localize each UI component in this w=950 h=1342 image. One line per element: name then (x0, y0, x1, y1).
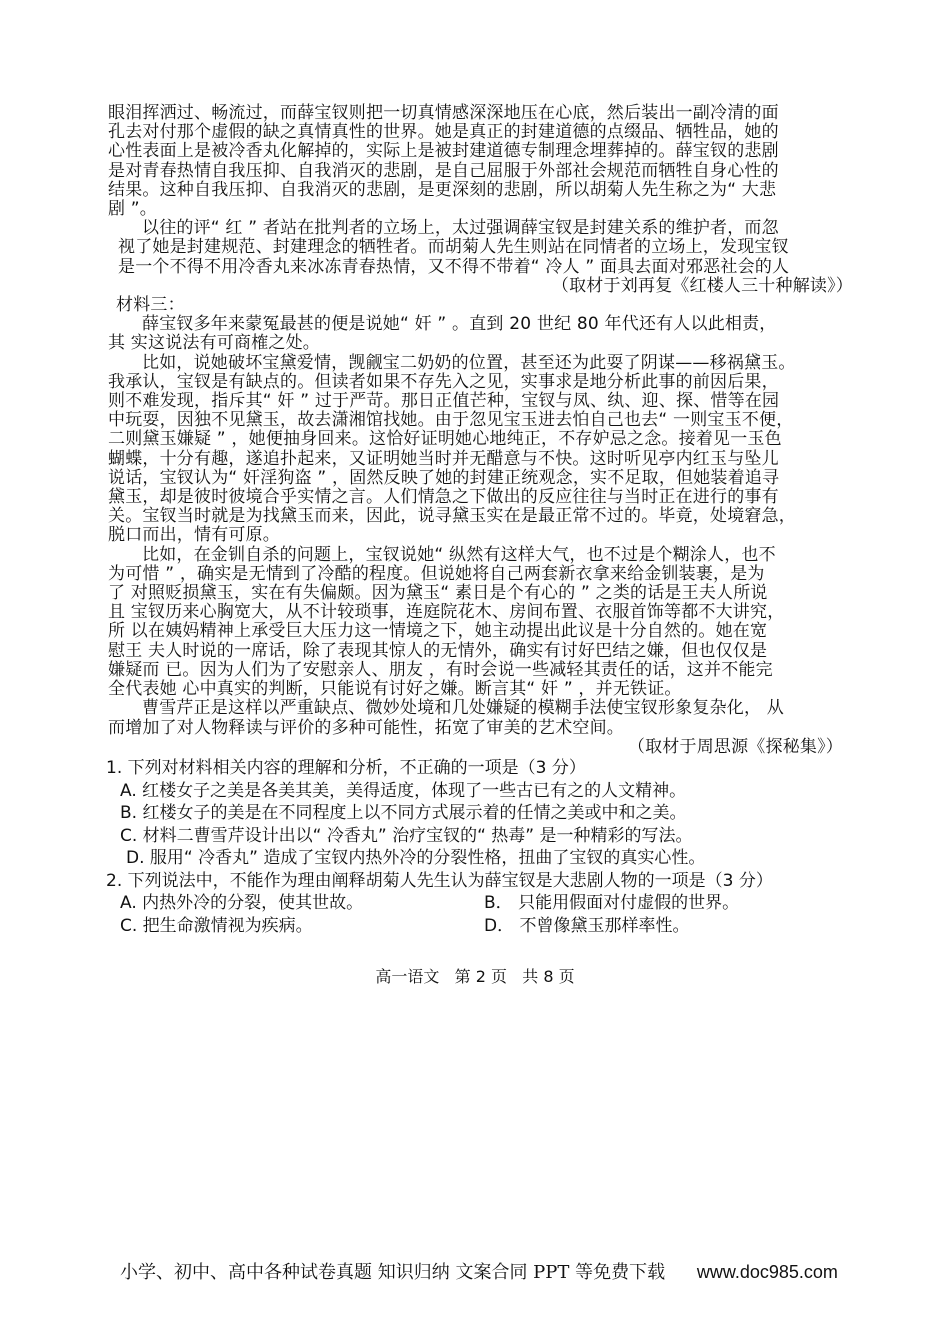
question-1-option-a: A. 红楼女子之美是各美其美，美得适度，体现了一些古已有之的人文精神。 (120, 780, 687, 801)
material3-paragraph-1 (108, 315, 853, 353)
text-line: 全代表她 心中真实的判断，只能说有讨好之嫌。断言其“ 奸 ” ，并无铁证。 (108, 679, 682, 700)
material3-paragraph-4 (108, 699, 853, 737)
text-line: 所 以在姨妈精神上承受巨大压力这一情境之下，她主动提出此议是十分自然的。她在宽 (108, 621, 768, 642)
text-line: 薛宝钗多年来蒙冤最甚的便是说她“ 奸 ” 。直到 20 世纪 80 年代还有人以此相责， (142, 314, 777, 335)
question-1-option-c: C. 材料二曹雪芹设计出以“ 冷香丸” 治疗宝钗的“ 热毒” 是一种精彩的写法。 (120, 825, 693, 846)
text-line: 比如，在金钏自杀的问题上，宝钗说她“ 纵然有这样大气，也不过是个糊涂人，也不 (142, 544, 776, 565)
text-line: 而增加了对人物释读与评价的多种可能性，拓宽了审美的艺术空间。 (108, 717, 624, 738)
material3-source: （取材于周思源《探秘集》） (627, 736, 843, 757)
text-line: 剧 ”。 (108, 199, 158, 220)
question-1-option-b: B. 红楼女子的美是在不同程度上以不同方式展示着的任情之美或中和之美。 (120, 803, 687, 824)
question-2-stem: 2. 下列说法中，不能作为理由阐释胡菊人先生认为薛宝钗是大悲剧人物的一项是（3 分） (106, 870, 773, 891)
material2-paragraph-2 (108, 219, 853, 277)
text-line: 脱口而出，情有可原。 (108, 525, 280, 546)
text-line: 二则黛玉嫌疑 ” ，她便抽身回来。这恰好证明她心地纯正，不存妒忌之念。接着见一玉色 (108, 429, 782, 450)
material3-heading: 材料三： (116, 295, 185, 316)
text-line: 嫌疑而 已。因为人们为了安慰亲人、朋友 ，有时会说一些减轻其责任的话，这并不能完 (108, 659, 773, 680)
text-line: 眼泪挥洒过、畅流过，而薛宝钗则把一切真情感深深地压在心底，然后装出一副冷清的面 (108, 103, 779, 123)
text-line: 其 实这说法有可商榷之处。 (108, 333, 321, 354)
text-line: 我承认，宝钗是有缺点的。但读者如果不存先入之见，实事求是地分析此事的前因后果， (108, 371, 779, 392)
page-content (108, 104, 853, 938)
text-line: 以往的评“ 红 ” 者站在批判者的立场上，太过强调薛宝钗是封建关系的维护者，而忽 (142, 218, 779, 239)
text-line: 黛玉，却是彼时彼境合乎实情之言。人们情急之下做出的反应往往与当时正在进行的事有 (108, 487, 779, 508)
text-line: 关。宝钗当时就是为找黛玉而来，因此，说寻黛玉实在是最正常不过的。毕竟，处境窘急， (108, 506, 796, 527)
page-number-label: 高一语文 第 2 页 共 8 页 (375, 967, 575, 986)
footer-ad (120, 1258, 838, 1284)
material2-source: （取材于刘再复《红楼人三十种解读》） (551, 275, 853, 296)
text-line: 是一个不得不用冷香丸来冰冻青春热情，又不得不带着“ 冷人 ” 面具去面对邪恶社会的人 (118, 256, 790, 277)
text-line: 心性表面上是被冷香丸化解掉的，实际上是被封建道德专制理念埋葬掉的。薛宝钗的悲剧 (108, 141, 779, 162)
text-line: 且 宝钗历来心胸宽大，从不计较琐事，连庭院花木、房间布置、衣服首饰等都不大讲究， (108, 602, 785, 623)
question-1 (106, 757, 853, 870)
question-1-stem: 1. 下列对材料相关内容的理解和分析，不正确的一项是（3 分） (106, 757, 586, 778)
text-line: 结果。这种自我压抑、自我消灭的悲剧，是更深刻的悲剧，所以胡菊人先生称之为“ 大悲 (108, 179, 777, 200)
text-line: 则不难发现，指斥其“ 奸 ” 过于严苛。那日正值芒种，宝钗与凤、纨、迎、探、惜等在园 (108, 391, 780, 412)
footer-ad-url[interactable]: www.doc985.com (696, 1262, 838, 1282)
material3-paragraph-3 (108, 546, 853, 700)
text-line: 孔去对付那个虚假的缺之真情真性的世界。她是真正的封建道德的点缀品、牺牲品，她的 (108, 122, 779, 143)
question-2-row-1 (106, 892, 853, 915)
text-line: 中玩耍，因独不见黛玉，故去潇湘馆找她。由于忽见宝玉进去怕自己也去“ 一则宝玉不便， (108, 410, 794, 431)
question-1-option-d: D. 服用“ 冷香丸” 造成了宝钗内热外冷的分裂性格，扭曲了宝钗的真实心性。 (126, 848, 706, 869)
question-2-option-a: A. 内热外冷的分裂，使其世故。 (120, 893, 364, 914)
text-line: 为可惜 ” ，确实是无情到了冷酷的程度。但说她将自己两套新衣拿来给金钏装裹，是为 (108, 563, 765, 584)
text-line: 是对青春热情自我压抑、自我消灭的悲剧，是自己屈服于外部社会规范而牺牲自身心性的 (108, 160, 779, 181)
text-line: 说话，宝钗认为“ 奸淫狗盗 ” ，固然反映了她的封建正统观念，实不足取，但她装着追寻 (108, 467, 780, 488)
question-2 (106, 870, 853, 938)
text-line: 慰王 夫人时说的一席话，除了表现其惊人的无情外，确实有讨好巴结之嫌，但也仅仅是 (108, 640, 768, 661)
question-2-option-d: D． 不曾像黛玉那样率性。 (484, 916, 690, 937)
text-line: 视了她是封建规范、封建理念的牺牲者。而胡菊人先生则站在同情者的立场上，发现宝钗 (118, 237, 789, 258)
text-line: 曹雪芹正是这样以严重缺点、微妙处境和几处嫌疑的模糊手法使宝钗形象复杂化， 从 (142, 698, 785, 719)
text-line: 蝴蝶，十分有趣，遂追扑起来，又证明她当时并无醋意与不快。这时听见亭内红玉与坠儿 (108, 448, 779, 469)
question-2-option-b: B． 只能用假面对付虚假的世界。 (484, 893, 740, 914)
footer-ad-text: 小学、初中、高中各种试卷真题 知识归纳 文案合同 PPT 等免费下载 (120, 1262, 666, 1283)
material2-tail (108, 104, 853, 219)
text-line: 比如，说她破坏宝黛爱情，觊觎宝二奶奶的位置，甚至还为此耍了阴谋——移祸黛玉。 (142, 352, 796, 373)
material3-paragraph-2 (108, 354, 853, 546)
text-line: 了 对照贬损黛玉，实在有失偏颇。因为黛玉“ 素日是个有心的 ” 之类的话是王夫人所说 (108, 583, 768, 604)
question-2-row-2 (106, 915, 853, 938)
question-2-option-c: C. 把生命激情视为疾病。 (120, 916, 313, 937)
